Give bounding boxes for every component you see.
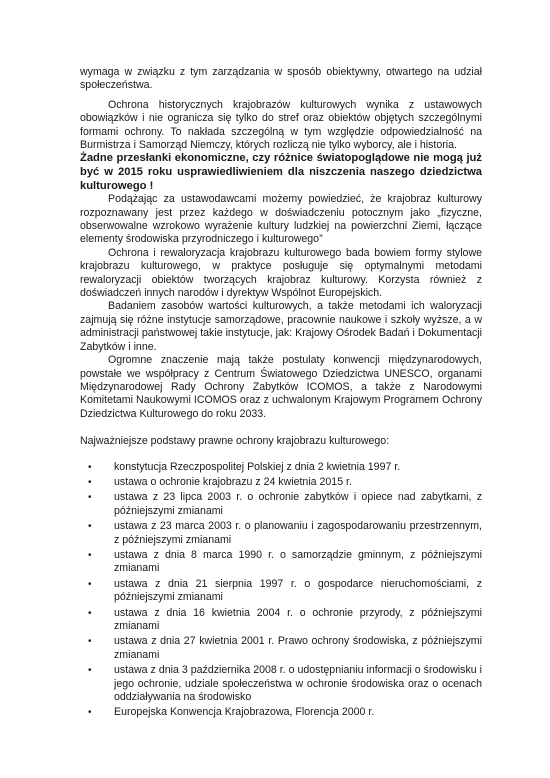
paragraph-conventions: Ogromne znaczenie mają także postulaty konwencji międzynarodowych, powstałe we współpracy z Centrum Światowego Dziedzictwa UNESCO, organami Międzynarodowej Rady Ochrony Zabytków ICOMOS, a także z Narodowymi Komitetami Naukowymi ICOMOS oraz z uchwalonym Krajowym Programem Ochrony Dziedzictwa Kulturowego do roku 2033. — [80, 354, 482, 420]
list-item: • ustawa z dnia 8 marca 1990 r. o samorządzie gminnym, z późniejszymi zmianami — [88, 548, 482, 575]
bullet-icon: • — [88, 549, 92, 561]
bullet-icon: • — [88, 476, 92, 488]
bullet-icon: • — [88, 578, 92, 590]
paragraph-historical-landscapes: Ochrona historycznych krajobrazów kulturowych wynika z ustawowych obowiązków i nie ogranicza się tylko do stref oraz obiektów objętych szczególnymi formami ochrony. To nakłada szczególną w tym względzie odpowiedzialność na Burmistrza i Samorząd Niemczy, których rozliczą nie tylko wyborcy, ale i historia. — [80, 98, 482, 152]
bullet-icon: • — [88, 607, 92, 619]
document-page — [80, 66, 482, 722]
paragraph-revalorization: Ochrona i rewaloryzacja krajobrazu kulturowego bada bowiem formy stylowe krajobrazu kulturowego, w praktyce posługuje się optymalnymi metodami rewaloryzacji obiektów tworzących krajobraz kulturowy. Korzysta również z doświadczeń innych narodów i dyrektyw Wspólnot Europejskich. — [80, 246, 482, 300]
list-item: • konstytucja Rzeczpospolitej Polskiej z dnia 2 kwietnia 1997 r. — [88, 460, 401, 473]
bullet-icon: • — [88, 492, 92, 504]
legal-basis-list — [80, 461, 482, 720]
bullet-icon: • — [88, 521, 92, 533]
list-item: • ustawa o ochronie krajobrazu z 24 kwietnia 2015 r. — [88, 475, 352, 488]
bullet-icon: • — [88, 636, 92, 648]
bullet-icon: • — [88, 707, 92, 719]
list-item: • ustawa z 23 marca 2003 r. o planowaniu i zagospodarowaniu przestrzennym, z późniejszymi zmianami — [88, 520, 482, 546]
list-item: • ustawa z dnia 21 sierpnia 1997 r. o gospodarce nieruchomościami, z późniejszymi zmianami — [88, 577, 482, 604]
paragraph-legislators: Podążając za ustawodawcami możemy powiedzieć, że krajobraz kulturowy rozpoznawany jest przez każdego w doświadczeniu potocznym jako „fizyczne, obserwowalne wzrokowo wyrażenie kultury ludzkiej na powierzchni Ziemi, łączące elementy środowiska przyrodniczego i kulturowego” — [80, 193, 482, 246]
legal-basis-heading: Najważniejsze podstawy prawne ochrony krajobrazu kulturowego: — [80, 435, 390, 448]
list-item: • Europejska Konwencja Krajobrazowa, Florencja 2000 r. — [88, 706, 375, 719]
paragraph-continuation: wymaga w związku z tym zarządzania w sposób obiektywny, otwartego na udział społeczeństwa. — [80, 66, 482, 92]
paragraph-research-institutions: Badaniem zasobów wartości kulturowych, a także metodami ich waloryzacji zajmują się różne instytucje samorządowe, pracownie naukowe i szkoły wyższe, a w administracji państwowej takie instytucje, jak: Krajowy Ośrodek Badań i Dokumentacji Zabytków i inne. — [80, 300, 482, 353]
bullet-icon: • — [88, 461, 92, 473]
list-item: • ustawa z dnia 27 kwietnia 2001 r. Prawo ochrony środowiska, z późniejszymi zmianami — [88, 635, 482, 661]
list-item: • ustawa z dnia 3 października 2008 r. o udostępnianiu informacji o środowisku i jego ochronie, udziale społeczeństwa w ochronie środowiska oraz o ocenach oddziaływania na środowisko — [88, 664, 482, 704]
bullet-icon: • — [88, 665, 92, 677]
list-item: • ustawa z dnia 16 kwietnia 2004 r. o ochronie przyrody, z późniejszymi zmianami — [88, 606, 482, 632]
paragraph-bold-statement: Żadne przesłanki ekonomiczne, czy różnice światopoglądowe nie mogą już być w 2015 roku usprawiedliwieniem dla niszczenia naszego dziedzictwa kulturowego ! — [80, 152, 482, 192]
list-item: • ustawa z 23 lipca 2003 r. o ochronie zabytków i opiece nad zabytkami, z późniejszymi zmianami — [88, 491, 482, 517]
